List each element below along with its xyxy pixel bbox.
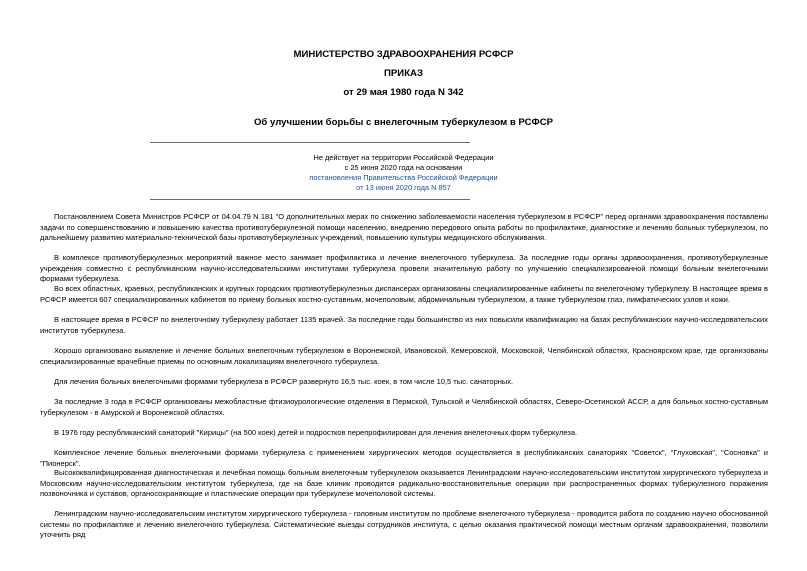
ministry-heading: МИНИСТЕРСТВО ЗДРАВООХРАНЕНИЯ РСФСР [293,49,514,60]
paragraph-4: В настоящее время в РСФСР по внелегочному туберкулезу работает 1135 врачей. За последние годы большинство из них повысили квалификацию на базах республиканских научно-исследовательских институтов туберкулеза. [40,315,768,335]
paragraph-9: Комплексное лечение больных внелегочными формами туберкулеза с применением хирургических методов осуществляется в республиканских санаториях "Советск", "Глуховская", "Сосновка" и "Пионерск". [40,448,768,468]
bottom-divider [150,199,470,200]
doc-type-heading: ПРИКАЗ [384,68,423,79]
top-divider [150,142,470,143]
resolution-link[interactable]: постановления Правительства Российской Федерации [309,173,498,182]
document-title: Об улучшении борьбы с внелегочным туберкулезом в РСФСР [253,117,554,128]
resolution-date-link[interactable]: от 13 июня 2020 года N 857 [356,183,451,192]
paragraph-11: Ленинградским научно-исследовательским институтом хирургического туберкулеза - головным институтом по проблеме внелегочного туберкулеза - проводится работа по созданию научно обоснованной системы по профилактике и лечению внелегочного туберкулеза. Систематические выезды сотрудников института, с целью оказания практической помощи местным органам здравоохранения, позволили уточнить ряд [40,509,768,540]
paragraph-2: В комплексе противотуберкулезных мероприятий важное место занимает профилактика и лечение внелегочного туберкулеза. За последние годы органы здравоохранения, противотуберкулезные учреждения совместно с республиканским научно-исследовательскими институтами туберкулеза провели значительную работу по улучшению специализированной помощи больным внелегочными формами туберкулеза. [40,253,768,284]
paragraph-1: Постановлением Совета Министров РСФСР от 04.04.79 N 181 "О дополнительных мерах по снижению заболеваемости населения туберкулезом в РСФСР" перед органами здравоохранения поставлены задачи по совершенствованию и повышению качества противотуберкулезной помощи населению, внедрению передового опыта работы по профилактике, диагностике и лечению больных туберкулезом, по дальнейшему развитию материально-технической базы противотуберкулезных учреждений, повышению культуры медицинского обслуживания. [40,212,768,243]
paragraph-5: Хорошо организовано выявление и лечение больных внелегочным туберкулезом в Воронежской, Ивановской, Кемеровской, Московской, Челябинской областях, Красноярском крае, где организованы специализированные врачебные приемы по основным локализациям внелегочного туберкулеза. [40,346,768,366]
paragraph-6: Для лечения больных внелегочными формами туберкулеза в РСФСР развернуто 16,5 тыс. коек, в том числе 10,5 тыс. санаторных. [54,377,514,386]
paragraph-8: В 1976 году республиканский санаторий "Кирицы" (на 500 коек) детей и подростков перепрофилирован для лечения внелегочных форм туберкулеза. [54,428,578,437]
paragraph-3: Во всех областных, краевых, республиканских и крупных городских противотуберкулезных диспансерах организованы специализированные кабинеты по внелегочному туберкулезу. В настоящее время в РСФСР имеется 607 специализированных кабинетов по приему больных костно-суставным, мочеполовым, абдоминальным туберкулезом, а также туберкулезом глаз, лимфатических узлов и кожи. [40,284,768,304]
date-number-heading: от 29 мая 1980 года N 342 [343,87,464,98]
notice-line-1: Не действует на территории Российской Федерации [313,153,494,162]
paragraph-10: Высококвалифицированная диагностическая и лечебная помощь больным внелегочным туберкулезом оказывается Ленинградским научно-исследовательским институтом хирургического туберкулеза и Московским научно-исследовательским институтом туберкулеза, где на базе клиник проводится радикально-восстановительные операции при распространенных формах туберкулезного поражения позвоночника и суставов, органосохраняющие и пластические операции при туберкулезе мочеполовой системы. [40,468,768,499]
validity-notice [0,153,807,193]
paragraph-7: За последние 3 года в РСФСР организованы межобластные фтизиоурологические отделения в Пермской, Тульской и Челябинской областях, Северо-Осетинской АССР, а для больных костно-суставным туберкулезом - в Амурской и Воронежской областях. [40,397,768,417]
notice-line-2: с 25 июня 2020 года на основании [344,163,463,172]
